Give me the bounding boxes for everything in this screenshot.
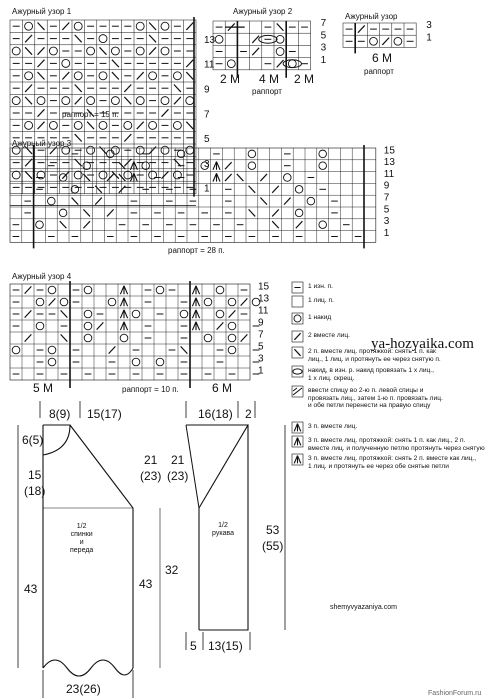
k2tog-symbol (97, 322, 104, 329)
ssk-symbol (75, 134, 82, 141)
ssk-symbol (25, 97, 32, 104)
body-hem-wave (43, 660, 133, 676)
pattern4-row-number: 5 (258, 341, 264, 353)
k2tog-symbol (277, 60, 284, 67)
yarn-over-symbol (84, 310, 92, 318)
yarn-over-symbol (295, 186, 303, 194)
yarn-over-symbol (319, 221, 327, 229)
yarn-over-symbol (99, 171, 107, 179)
k2tog-symbol (49, 298, 56, 305)
ssk-symbol (260, 198, 267, 205)
legend-text: накид, в изн. р. накид провязать 1 х лиц., 1 х лиц. скрещ. (308, 367, 434, 382)
k2tog-symbol (294, 333, 300, 340)
yarn-over-symbol (248, 162, 256, 170)
k2tog-symbol (38, 122, 45, 129)
yarn-over-symbol (228, 298, 236, 306)
k2tog-symbol (149, 146, 156, 153)
pattern1-row-number: 7 (204, 109, 210, 121)
pattern1-rapport: раппорт = 15 п. (62, 110, 119, 119)
schema-body-len: 43 (24, 582, 38, 596)
pattern2-mark-right: 2 М (294, 72, 315, 86)
yarn-over-symbol (228, 346, 236, 354)
yarn-over-symbol (12, 346, 20, 354)
yarn-over-symbol (36, 298, 44, 306)
ssk-symbol (87, 122, 94, 129)
yarn-over-symbol (173, 121, 181, 129)
yarn-over-symbol (25, 22, 33, 30)
pattern1-row-number: 3 (204, 158, 210, 170)
ssk-symbol (61, 334, 68, 341)
pattern4-row-number: 3 (258, 353, 264, 365)
pattern-small-title: Ажурный узор (345, 12, 398, 21)
yarn-over-symbol (132, 310, 140, 318)
yarn-over-symbol (394, 37, 402, 45)
ssk-symbol (112, 72, 119, 79)
pattern2-mark-mid: 4 М (259, 72, 280, 86)
pattern3-row-number: 3 (383, 216, 390, 228)
ssk-symbol (83, 209, 90, 216)
pattern3-row-number: 15 (383, 145, 395, 157)
pattern-small-row-number: 1 (426, 32, 432, 44)
k2tog-symbol (296, 221, 303, 228)
ssk-symbol (25, 171, 32, 178)
yarn-over-symbol (284, 174, 292, 182)
yarn-over-symbol (108, 298, 116, 306)
ssk-symbol (237, 174, 244, 181)
yarn-over-symbol (204, 298, 212, 306)
body-label: 1/2 спинки и переда (70, 523, 94, 555)
pattern4-row-number: 9 (258, 317, 264, 329)
watermark: ya-hozyaika.com (371, 336, 474, 352)
ssk-symbol (100, 47, 107, 54)
k2tog-symbol (186, 22, 193, 29)
yarn-over-symbol (136, 47, 144, 55)
k2tog-symbol (382, 38, 389, 45)
legend-box (292, 296, 303, 307)
legend-text: 1 изн. п. (308, 283, 333, 290)
k2tog-symbol (107, 174, 114, 181)
ssk-symbol (174, 84, 181, 91)
pattern4-row-number: 11 (258, 305, 269, 317)
yarn-over-symbol (156, 358, 164, 366)
ssk-symbol (272, 221, 279, 228)
yarn-over-symbol (161, 146, 169, 154)
ssk-symbol (149, 22, 156, 29)
k2tog-symbol (229, 310, 236, 317)
footer-credit: FashionForum.ru (428, 690, 482, 697)
yarn-over-symbol (124, 121, 132, 129)
k2tog-symbol (25, 286, 32, 293)
ssk-symbol (38, 22, 45, 29)
pattern3-row-number: 5 (383, 204, 390, 216)
yarn-over-symbol (294, 315, 301, 322)
legend-text: 1 накид (308, 314, 332, 321)
sleeve-length: 53 (55) (262, 523, 284, 554)
yarn-over-symbol (48, 197, 56, 205)
pattern2-row-number: 7 (320, 18, 327, 30)
yarn-over-symbol (12, 97, 20, 105)
k2tog-symbol (174, 97, 181, 104)
pattern3-row-number: 13 (383, 157, 395, 169)
ssk-symbol (75, 35, 82, 42)
yarn-over-symbol (173, 72, 181, 80)
k2tog-symbol (284, 198, 291, 205)
pattern3-title: Ажурный узор 3 (12, 139, 72, 148)
ssk-symbol (112, 60, 119, 67)
yarn-over-symbol (36, 322, 44, 330)
k2tog-symbol (225, 162, 232, 169)
legend-cable-symbol (293, 388, 297, 391)
yarn-over-symbol (48, 346, 56, 354)
pattern-small-rapport: раппорт (364, 67, 394, 76)
k2tog-symbol (217, 322, 224, 329)
k2tog-symbol (62, 72, 69, 79)
yarn-over-symbol (99, 121, 107, 129)
yarn-over-symbol (161, 97, 169, 105)
pattern4-row-number: 1 (258, 365, 264, 377)
yarn-over-symbol (228, 334, 236, 342)
schema-armhole: 15 (18) (24, 468, 46, 499)
yarn-over-symbol (74, 72, 82, 80)
k2tog-symbol (107, 209, 114, 216)
k2tog-symbol (109, 346, 116, 353)
pattern4-mark-left: 5 М (33, 381, 54, 395)
pattern4-rapport: раппорт = 10 п. (122, 385, 179, 394)
yarn-over-symbol (295, 209, 303, 217)
k2tog-symbol (25, 334, 32, 341)
schema-side-len: 43 (139, 577, 153, 591)
pattern4-row-number: 15 (258, 281, 270, 293)
k2tog-symbol (252, 36, 259, 43)
pattern2-mark-left: 2 М (220, 72, 241, 86)
yarn-over-symbol (48, 286, 56, 294)
ssk-symbol (38, 72, 45, 79)
yarn-over-symbol (215, 35, 223, 43)
yarn-over-symbol (83, 162, 91, 170)
k2tog-symbol (137, 72, 144, 79)
k2tog-symbol (38, 109, 45, 116)
k2tog-symbol (25, 35, 32, 42)
k2tog-symbol (124, 84, 131, 91)
yarn-over-symbol (60, 298, 68, 306)
k2tog-symbol (149, 47, 156, 54)
yarn-over-symbol (142, 162, 150, 170)
yarn-over-symbol (204, 334, 212, 342)
yarn-over-symbol (136, 146, 144, 154)
pattern1-title: Ажурный узор 1 (12, 7, 72, 16)
yarn-over-symbol (99, 72, 107, 80)
yarn-over-symbol (136, 22, 144, 30)
k2tog-symbol (272, 186, 279, 193)
yarn-over-symbol (319, 162, 327, 170)
ssk-symbol (72, 198, 79, 205)
ssk-symbol (181, 346, 188, 353)
yarn-over-symbol (248, 150, 256, 158)
ssk-symbol (124, 97, 131, 104)
yarn-over-symbol (87, 97, 95, 105)
yarn-over-symbol (186, 97, 194, 105)
sleeve-cuff-2: 13(15) (208, 639, 243, 653)
pattern-small-mark: 6 М (372, 51, 393, 65)
pattern3-row-number: 9 (383, 180, 390, 192)
schema-top-1: 8(9) (49, 407, 71, 421)
site-credit: shemyvyazaniya.com (330, 604, 397, 611)
yarn-over-symbol (111, 97, 119, 105)
k2tog-symbol (241, 298, 248, 305)
yarn-over-symbol (71, 186, 79, 194)
yarn-over-symbol (84, 286, 92, 294)
body-width: 23(26) (66, 682, 101, 696)
schema-raglan-right: 21 (23) (167, 453, 189, 484)
pattern2-title: Ажурный узор 2 (233, 7, 293, 16)
legend-ellipse-symbol (293, 369, 302, 374)
pattern-small-row-number: 3 (426, 20, 432, 32)
k2tog-symbol (83, 221, 90, 228)
k2tog-symbol (25, 84, 32, 91)
yarn-over-symbol (62, 59, 70, 67)
schema-top-4: 2 (245, 407, 252, 421)
legend-text: 2 п. вместе лиц. протяжкой: снять 1 п. как лиц., 1 лиц. и протянуть ее через снятую п. (308, 348, 441, 363)
pattern1-row-number: 9 (204, 84, 210, 96)
k2tog-symbol (260, 174, 267, 181)
legend-text: 2 вместе лиц. (308, 332, 351, 339)
yarn-over-symbol (25, 72, 33, 80)
yarn-over-symbol (12, 47, 20, 55)
ssk-symbol (186, 72, 193, 79)
schema-raglan-left: 21 (23) (140, 453, 162, 484)
k2tog-symbol (162, 109, 169, 116)
yarn-over-symbol (227, 60, 235, 68)
yarn-over-symbol (59, 209, 67, 217)
k2tog-symbol (62, 22, 69, 29)
yarn-over-symbol (161, 47, 169, 55)
yarn-over-symbol (120, 334, 128, 342)
yarn-over-symbol (307, 197, 315, 205)
yarn-over-symbol (216, 286, 224, 294)
ssk-symbol (186, 122, 193, 129)
k2tog-symbol (137, 122, 144, 129)
legend-text: 3 п. вместе лиц. протяжкой: снять 2 п. вместе как лиц., 1 лиц. и протянуть ее через обе снятые петли (308, 455, 477, 470)
sleeve-label: 1/2 рукава (212, 522, 234, 538)
pattern2-row-number: 5 (320, 30, 327, 42)
yarn-over-symbol (74, 22, 82, 30)
k2tog-symbol (358, 25, 365, 32)
yarn-over-symbol (84, 334, 92, 342)
k2tog-symbol (25, 310, 32, 317)
k2tog-symbol (119, 186, 126, 193)
k2tog-symbol (225, 174, 232, 181)
schema-top-2: 15(17) (87, 407, 122, 421)
legend-cable-symbol (293, 388, 302, 395)
k2tog-symbol (272, 209, 279, 216)
pattern4-title: Ажурный узор 4 (12, 272, 72, 281)
yarn-over-symbol (111, 47, 119, 55)
pattern2-rapport: раппорт (252, 87, 282, 96)
ssk-symbol (75, 84, 82, 91)
pattern3-rapport: раппорт = 28 п. (168, 246, 225, 255)
yarn-over-symbol (156, 286, 164, 294)
yarn-over-symbol (48, 358, 56, 366)
k2tog-symbol (38, 47, 45, 54)
legend-text: 1 лиц. п. (308, 297, 334, 304)
pattern1-row-number: 11 (204, 59, 215, 71)
yarn-over-symbol (319, 150, 327, 158)
pattern4-row-number: 13 (258, 293, 270, 305)
yarn-over-symbol (132, 358, 140, 366)
yarn-over-symbol (84, 322, 92, 330)
yarn-over-symbol (288, 60, 296, 68)
pattern2-row-number: 1 (320, 54, 327, 66)
yarn-over-symbol (99, 35, 107, 43)
ssk-symbol (149, 35, 156, 42)
pattern1-row-number: 1 (204, 183, 210, 195)
yarn-over-symbol (228, 322, 236, 330)
k2tog-symbol (95, 198, 102, 205)
ssk-symbol (60, 221, 67, 228)
yarn-over-symbol (87, 146, 95, 154)
yarn-over-symbol (276, 48, 284, 56)
ssk-symbol (61, 310, 68, 317)
yarn-over-symbol (37, 97, 45, 105)
yarn-over-symbol (111, 146, 119, 154)
legend-text: 3 п. вместе лиц. протяжкой: снять 1 п. как лиц., 2 п. вместе лиц. и полученную петлю протянуть через снятую (308, 437, 485, 452)
k2tog-symbol (38, 60, 45, 67)
pattern3-row-number: 7 (383, 192, 390, 204)
yarn-over-symbol (216, 310, 224, 318)
ssk-symbol (100, 146, 107, 153)
ssk-symbol (249, 209, 256, 216)
k2tog-symbol (124, 134, 131, 141)
pattern4-mark-right: 6 М (212, 381, 233, 395)
yarn-over-symbol (87, 47, 95, 55)
pattern3-row-number: 11 (383, 168, 395, 180)
schema-top-3: 16(18) (198, 407, 233, 421)
yarn-over-symbol (149, 121, 157, 129)
ssk-symbol (95, 186, 102, 193)
yarn-over-symbol (62, 97, 70, 105)
k2tog-symbol (241, 334, 248, 341)
ssk-symbol (25, 47, 32, 54)
pattern2-row-number: 3 (320, 42, 327, 54)
yarn-over-symbol (12, 171, 20, 179)
yarn-over-symbol (161, 22, 169, 30)
schema-sleeve-seam: 32 (165, 563, 179, 577)
yarn-over-symbol (136, 97, 144, 105)
ssk-symbol (249, 186, 256, 193)
yarn-over-symbol (49, 47, 57, 55)
k2tog-symbol (186, 60, 193, 67)
sleeve-cuff-1: 5 (190, 639, 197, 653)
pattern3-row-number: 1 (383, 227, 390, 239)
yarn-over-symbol (180, 310, 188, 318)
pattern1-row-number: 5 (204, 134, 210, 146)
yarn-over-symbol (49, 121, 57, 129)
k2tog-symbol (162, 171, 169, 178)
pattern4-row-number: 7 (258, 329, 264, 341)
ssk-symbol (294, 349, 300, 356)
k2tog-symbol (252, 48, 259, 55)
legend-box (292, 366, 303, 377)
schema-neck-depth: 6(5) (22, 433, 44, 447)
legend-text: 3 п. вместе лиц. (308, 423, 358, 430)
yarn-over-symbol (25, 121, 33, 129)
yarn-over-symbol (74, 121, 82, 129)
pattern1-row-number: 13 (204, 34, 216, 46)
k2tog-symbol (75, 97, 82, 104)
ssk-symbol (277, 23, 284, 30)
yarn-over-symbol (36, 221, 44, 229)
yarn-over-symbol (149, 72, 157, 80)
legend-text: ввести спицу во 2-ю п. левой спицы и провязать лиц., затем 1-ю п. провязать лиц. и обе петли перенести на правую спицу (308, 387, 443, 410)
yarn-over-symbol (370, 37, 378, 45)
